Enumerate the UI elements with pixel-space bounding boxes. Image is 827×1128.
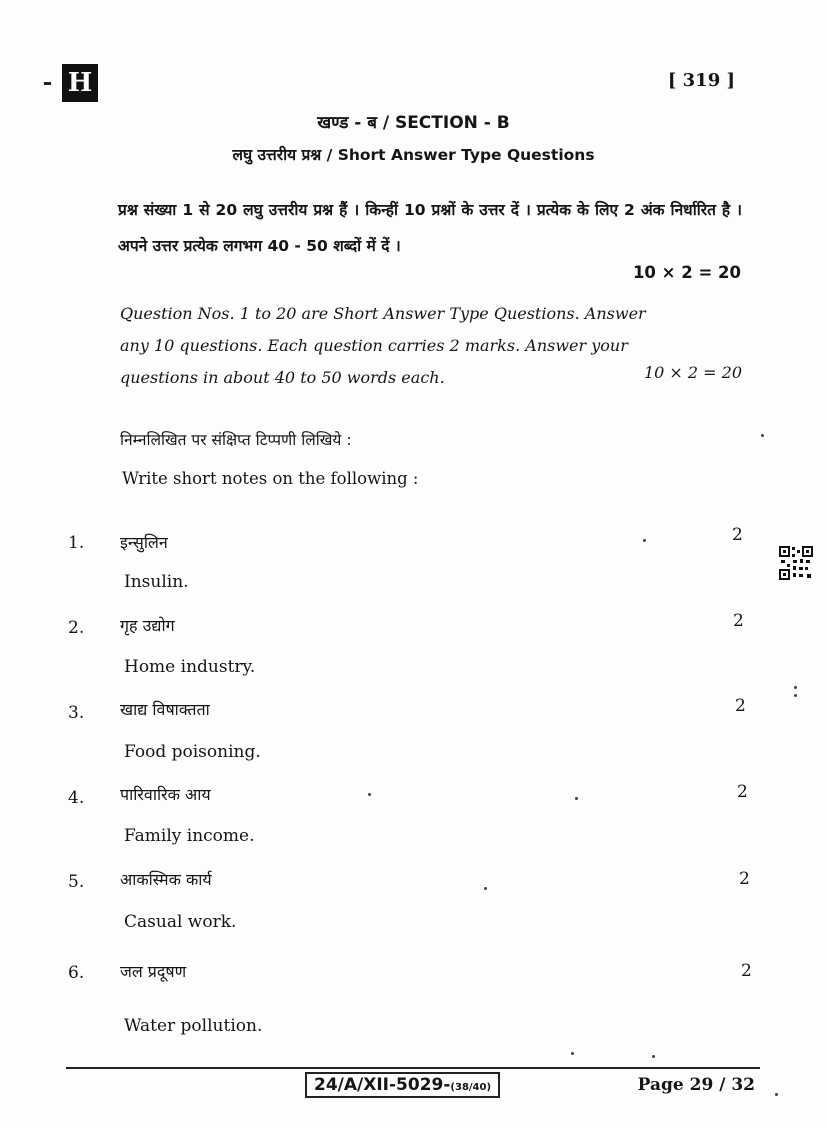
scan-speck [643, 539, 646, 542]
scan-speck [571, 1052, 574, 1055]
instructions-hindi-marks: 10 × 2 = 20 [632, 263, 741, 282]
page-number: Page 29 / 32 [637, 1075, 755, 1095]
scan-speck [484, 887, 487, 890]
instructions-english-marks: 10 × 2 = 20 [643, 363, 742, 382]
direction-hindi: निम्नलिखित पर संक्षिप्त टिप्पणी लिखिये : [120, 431, 352, 449]
question-number: 4. [68, 788, 85, 808]
scan-speck [761, 434, 764, 437]
direction-english: Write short notes on the following : [122, 469, 419, 488]
question-hindi: इन्सुलिन [120, 533, 168, 552]
question-english: Water pollution. [124, 1016, 263, 1036]
question-number: 6. [68, 963, 85, 983]
scan-speck [775, 1093, 778, 1096]
question-english: Home industry. [124, 657, 256, 677]
scan-speck [652, 1055, 655, 1058]
question-marks: 2 [737, 782, 748, 802]
question-hindi: खाद्य विषाक्तता [120, 700, 210, 719]
footer-rule [66, 1067, 760, 1069]
set-badge: H [62, 64, 98, 102]
question-marks: 2 [733, 611, 744, 631]
qr-code-icon [778, 545, 814, 581]
question-english: Food poisoning. [124, 742, 261, 762]
question-hindi: गृह उद्योग [120, 616, 175, 635]
question-hindi: जल प्रदूषण [120, 962, 187, 981]
question-number: 1. [68, 533, 85, 553]
question-english: Family income. [124, 826, 255, 846]
question-number: 5. [68, 872, 85, 892]
question-marks: 2 [735, 696, 746, 716]
section-subtitle: लघु उत्तरीय प्रश्न / Short Answer Type Questions [232, 146, 595, 164]
question-paper-code: [ 319 ] [667, 70, 735, 91]
section-title: खण्ड - ब / SECTION - B [317, 113, 510, 133]
margin-dash [44, 82, 51, 85]
scan-speck [794, 686, 797, 689]
question-number: 2. [68, 618, 85, 638]
instructions-english-line: Question Nos. 1 to 20 are Short Answer Type Questions. Answer [120, 304, 646, 323]
scan-speck [575, 797, 578, 800]
paper-code [305, 1072, 500, 1098]
question-number: 3. [68, 703, 85, 723]
instructions-english-line: questions in about 40 to 50 words each. [120, 368, 445, 387]
question-hindi: आकस्मिक कार्य [120, 870, 212, 889]
question-marks: 2 [741, 961, 752, 981]
scan-speck [794, 694, 797, 697]
instructions-english-line: any 10 questions. Each question carries 2 marks. Answer your [120, 336, 628, 355]
question-marks: 2 [732, 525, 743, 545]
question-english: Insulin. [124, 572, 189, 592]
question-english: Casual work. [124, 912, 237, 932]
instructions-hindi: प्रश्न संख्या 1 से 20 लघु उत्तरीय प्रश्न हैं । किन्हीं 10 प्रश्नों के उत्तर दें । प्रत्येक के लिए 2 अंक निर्धारित है । अपने उत्तर प्रत्येक लगभग 40 - 50 शब्दों में दें । [118, 201, 742, 255]
scan-speck [368, 793, 371, 796]
question-hindi: पारिवारिक आय [120, 785, 211, 804]
question-marks: 2 [739, 869, 750, 889]
paper-code-main: 24/A/XII-5029- [314, 1075, 451, 1095]
paper-code-suffix: (38/40) [450, 1082, 492, 1093]
